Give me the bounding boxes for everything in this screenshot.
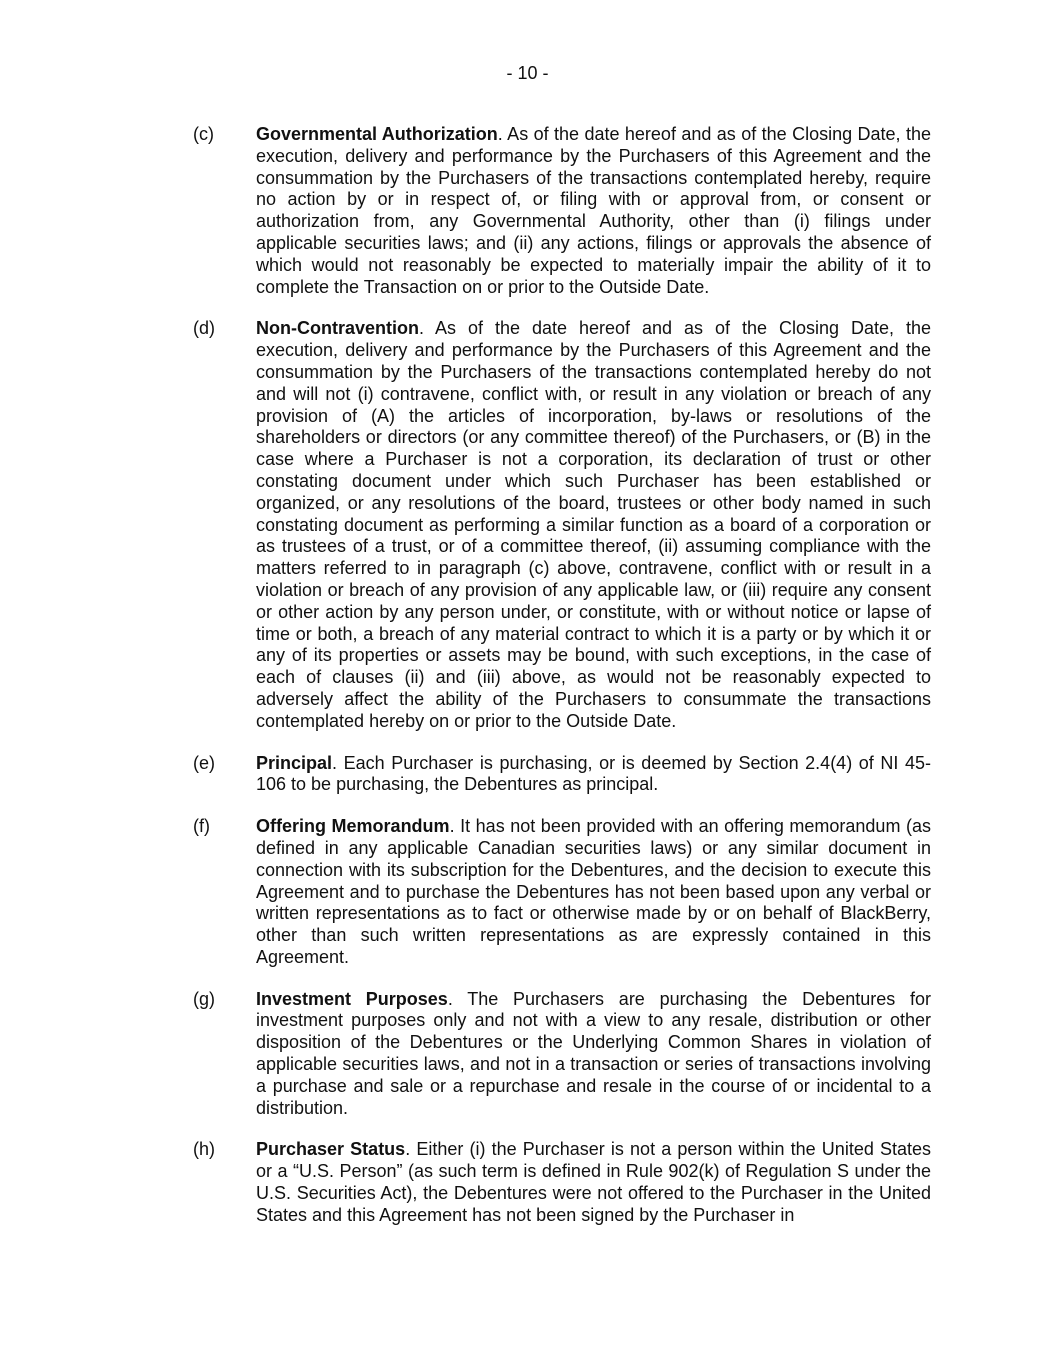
clause-heading: Offering Memorandum	[256, 816, 450, 837]
clause-body: . Each Purchaser is purchasing, or is deemed by Section 2.4(4) of NI 45-106 to be purchasing, the Debentures as principal.	[256, 752, 931, 795]
clause-text	[256, 989, 931, 1120]
clause-g	[193, 989, 931, 1120]
clause-heading: Non-Contravention	[256, 318, 419, 339]
clause-body: . The Purchasers are purchasing the Debentures for investment purposes only and not with a view to any resale, distribution or other disposition of the Debentures or the Underlying Common Shares in violation of applicable securities laws, and not in a transaction or series of transactions involving a purchase and sale or a repurchase and resale in the course of or incidental to a distribution.	[256, 988, 931, 1118]
clause-letter: (e)	[193, 752, 215, 773]
clause-heading: Principal	[256, 752, 333, 773]
clause-letter: (d)	[193, 318, 215, 339]
clause-text	[256, 753, 931, 797]
clause-letter: (h)	[193, 1139, 215, 1160]
clause-heading: Investment Purposes	[256, 988, 448, 1009]
clause-letter: (f)	[193, 816, 210, 837]
clause-body: . As of the date hereof and as of the Closing Date, the execution, delivery and performance by the Purchasers of this Agreement and the consummation by the Purchasers of the transactions contemplated hereby do not and will not (i) contravene, conflict with, or result in any violation or breach of any provision of (A) the articles of incorporation, by-laws or resolutions of the shareholders or directors (or any committee thereof) of the Purchasers, or (B) in the case where a Purchaser is not a corporation, its declaration of trust or other constating document under which such Purchaser has been established or organized, or any resolutions of the board, trustees or other body named in such constating document as performing a similar function as a board of a corporation or as trustees of a trust, or of a committee thereof, (ii) assuming compliance with the matters referred to in paragraph (c) above, contravene, conflict with or result in a violation or breach of any provision of any applicable law, or (iii) require any consent or other action by any person under, or constitute, with or without notice or lapse of time or both, a breach of any material contract to which it is a party or by which it or any of its properties or assets may be bound, with such exceptions, in the case of each of clauses (ii) and (iii) above, as would not be reasonably expected to adversely affect the ability of the Purchasers to consummate the transactions contemplated hereby on or prior to the Outside Date.	[256, 318, 931, 731]
clause-text	[256, 318, 931, 732]
clause-f	[193, 816, 931, 969]
clause-body: . Either (i) the Purchaser is not a person within the United States or a “U.S. Person” (as such term is defined in Rule 902(k) of Regulation S under the U.S. Securities Act), the Debentures were not offered to the Purchaser in the United States and this Agreement has not been signed by the Purchaser in	[256, 1139, 931, 1225]
clause-text	[256, 816, 931, 969]
clause-letter: (c)	[193, 124, 214, 144]
clause-h	[193, 1139, 931, 1226]
clause-body: . As of the date hereof and as of the Closing Date, the execution, delivery and performance by the Purchasers of this Agreement and the consummation by the Purchasers of the transactions contemplated hereby, require no action by or in respect of, or filing with or approval from, or consent or authorization from, any Governmental Authority, other than (i) filings under applicable securities laws; and (ii) any actions, filings or approvals the absence of which would not reasonably be expected to materially impair the ability of it to complete the Transaction on or prior to the Outside Date.	[256, 124, 931, 297]
clause-heading: Governmental Authorization	[256, 124, 498, 144]
clause-text	[256, 1139, 931, 1226]
page-number: - 10 -	[506, 63, 549, 83]
clause-text	[256, 124, 931, 298]
clause-letter: (g)	[193, 988, 215, 1009]
clause-d	[193, 318, 931, 732]
clause-list	[193, 124, 931, 1247]
clause-body: . It has not been provided with an offering memorandum (as defined in any applicable Canadian securities laws) or any similar document in connection with its subscription for the Debentures, and the decision to execute this Agreement and to purchase the Debentures has not been based upon any verbal or written representations as to fact or otherwise made by or on behalf of BlackBerry, other than such written representations as are expressly contained in this Agreement.	[256, 816, 931, 967]
clause-heading: Purchaser Status	[256, 1139, 406, 1160]
clause-c	[193, 124, 931, 298]
clause-e	[193, 753, 931, 797]
